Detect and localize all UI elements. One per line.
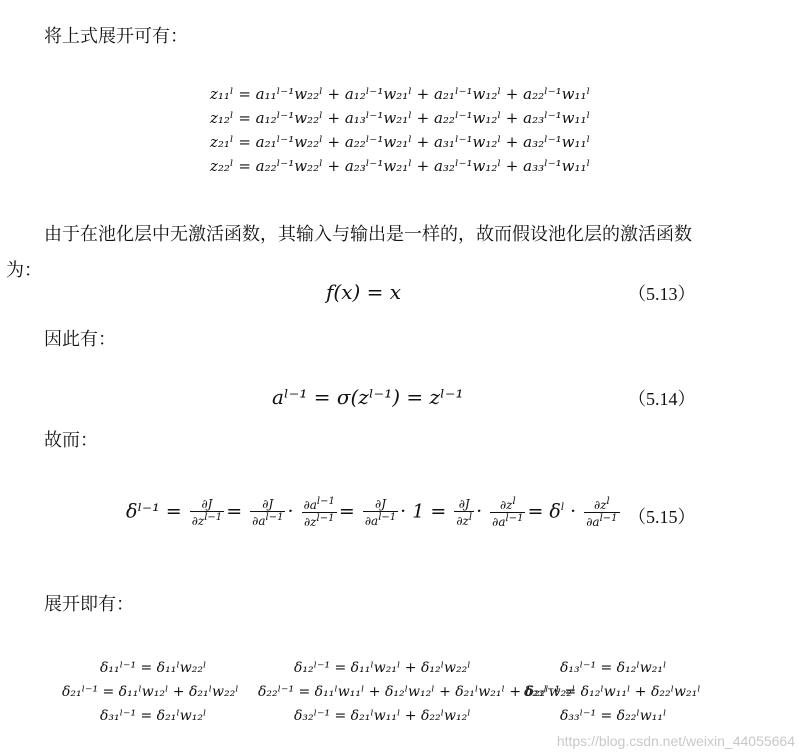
z-equation-block — [210, 82, 590, 178]
equation-5-15-lhs: δˡ⁻¹ = — [126, 500, 182, 523]
hence-line: 故而： — [44, 430, 98, 451]
equation-number-5-14: （5.14） — [628, 389, 696, 409]
pooling-explanation-continuation: 为： — [6, 260, 42, 281]
fraction-dJ-da: $\frac{\partial J}{\partial a^{l-1}}$ — [252, 497, 284, 528]
fraction-dJ-da-2: $\frac{\partial J}{\partial a^{l-1}}$ — [364, 497, 397, 528]
fraction-dzl-da: $\frac{\partial z^l}{\partial a^{l-1}}$ — [492, 496, 524, 529]
equation-5-13: f(x) = x — [326, 280, 402, 304]
delta-11: δ₁₁ˡ⁻¹ = δ₁₁ˡw₂₂ˡ — [100, 660, 207, 676]
z-equation-4: z₂₂ˡ = a₂₂ˡ⁻¹w₂₂ˡ + a₂₃ˡ⁻¹w₂₁ˡ + a₃₂ˡ⁻¹w₁₂ˡ + a₃₃ˡ⁻¹w₁₁ˡ — [210, 157, 591, 175]
delta-23: δ₂₃ˡ⁻¹ = δ₁₂ˡw₁₁ˡ + δ₂₂ˡw₂₁ˡ — [524, 684, 701, 700]
equation-5-15: δˡ⁻¹ = $\frac{\partial J}{\partial z^{l-1}}$ = $\frac{\partial J}{\partial a^{l-1}}$ · $\frac{\partial a^{l-1}}{\partial z^{l-1}}$ = $\frac{\partial J}{\partial a^{l-1}}$ · 1 = $\frac{\partial J}{\partial z^l}$ · $\frac{\partial z^l}{\partial a^{l-1}}$ = $\delta^l$ · $\frac{\partial z^l}{\partial a^{l-1}}$ — [126, 496, 618, 529]
therefore-line: 因此有： — [44, 329, 116, 350]
fraction-dJ-dz: $\frac{\partial J}{\partial z^{l-1}}$ — [191, 497, 223, 528]
z-equation-2: z₁₂ˡ = a₁₂ˡ⁻¹w₂₂ˡ + a₁₃ˡ⁻¹w₂₁ˡ + a₂₂ˡ⁻¹w₁₂ˡ + a₂₃ˡ⁻¹w₁₁ˡ — [210, 109, 591, 127]
equation-number-5-15: （5.15） — [628, 507, 696, 527]
fraction-dJ-dzl: $\frac{\partial J}{\partial z^l}$ — [456, 497, 473, 528]
z-equation-3: z₂₁ˡ = a₂₁ˡ⁻¹w₂₂ˡ + a₂₂ˡ⁻¹w₂₁ˡ + a₃₁ˡ⁻¹w₁₂ˡ + a₃₂ˡ⁻¹w₁₁ˡ — [210, 133, 591, 151]
fraction-dzl-da-2: $\frac{\partial z^l}{\partial a^{l-1}}$ — [586, 496, 618, 529]
delta-column-1 — [62, 656, 239, 728]
delta-21: δ₂₁ˡ⁻¹ = δ₁₁ˡw₁₂ˡ + δ₂₁ˡw₂₂ˡ — [62, 684, 239, 700]
equation-5-14: aˡ⁻¹ = σ(zˡ⁻¹) = zˡ⁻¹ — [272, 385, 464, 409]
z-equation-1: z₁₁ˡ = a₁₁ˡ⁻¹w₂₂ˡ + a₁₂ˡ⁻¹w₂₁ˡ + a₂₁ˡ⁻¹w₁₂ˡ + a₂₂ˡ⁻¹w₁₁ˡ — [210, 85, 591, 103]
expand-line: 展开即有： — [44, 594, 134, 615]
delta-22: δ₂₂ˡ⁻¹ = δ₁₁ˡw₁₁ˡ + δ₁₂ˡw₁₂ˡ + δ₂₁ˡw₂₁ˡ + δ₂₂ˡw₂₂ˡ — [258, 684, 576, 700]
delta-13: δ₁₃ˡ⁻¹ = δ₁₂ˡw₂₁ˡ — [560, 660, 667, 676]
delta-33: δ₃₃ˡ⁻¹ = δ₂₂ˡw₁₁ˡ — [560, 708, 667, 724]
watermark: https://blog.csdn.net/weixin_44055664 — [556, 733, 795, 749]
pooling-explanation-line: 由于在池化层中无激活函数，其输入与输出是一样的，故而假设池化层的激活函数 — [44, 224, 692, 245]
delta-32: δ₃₂ˡ⁻¹ = δ₂₁ˡw₁₁ˡ + δ₂₂ˡw₁₂ˡ — [294, 708, 471, 724]
equation-number-5-13: （5.13） — [628, 284, 696, 304]
fraction-da-dz: $\frac{\partial a^{l-1}}{\partial z^{l-1}}$ — [303, 496, 335, 529]
delta-column-3 — [524, 656, 701, 728]
intro-line-expand: 将上式展开可有： — [44, 26, 188, 47]
delta-31: δ₃₁ˡ⁻¹ = δ₂₁ˡw₁₂ˡ — [100, 708, 207, 724]
delta-12: δ₁₂ˡ⁻¹ = δ₁₁ˡw₂₁ˡ + δ₁₂ˡw₂₂ˡ — [294, 660, 471, 676]
